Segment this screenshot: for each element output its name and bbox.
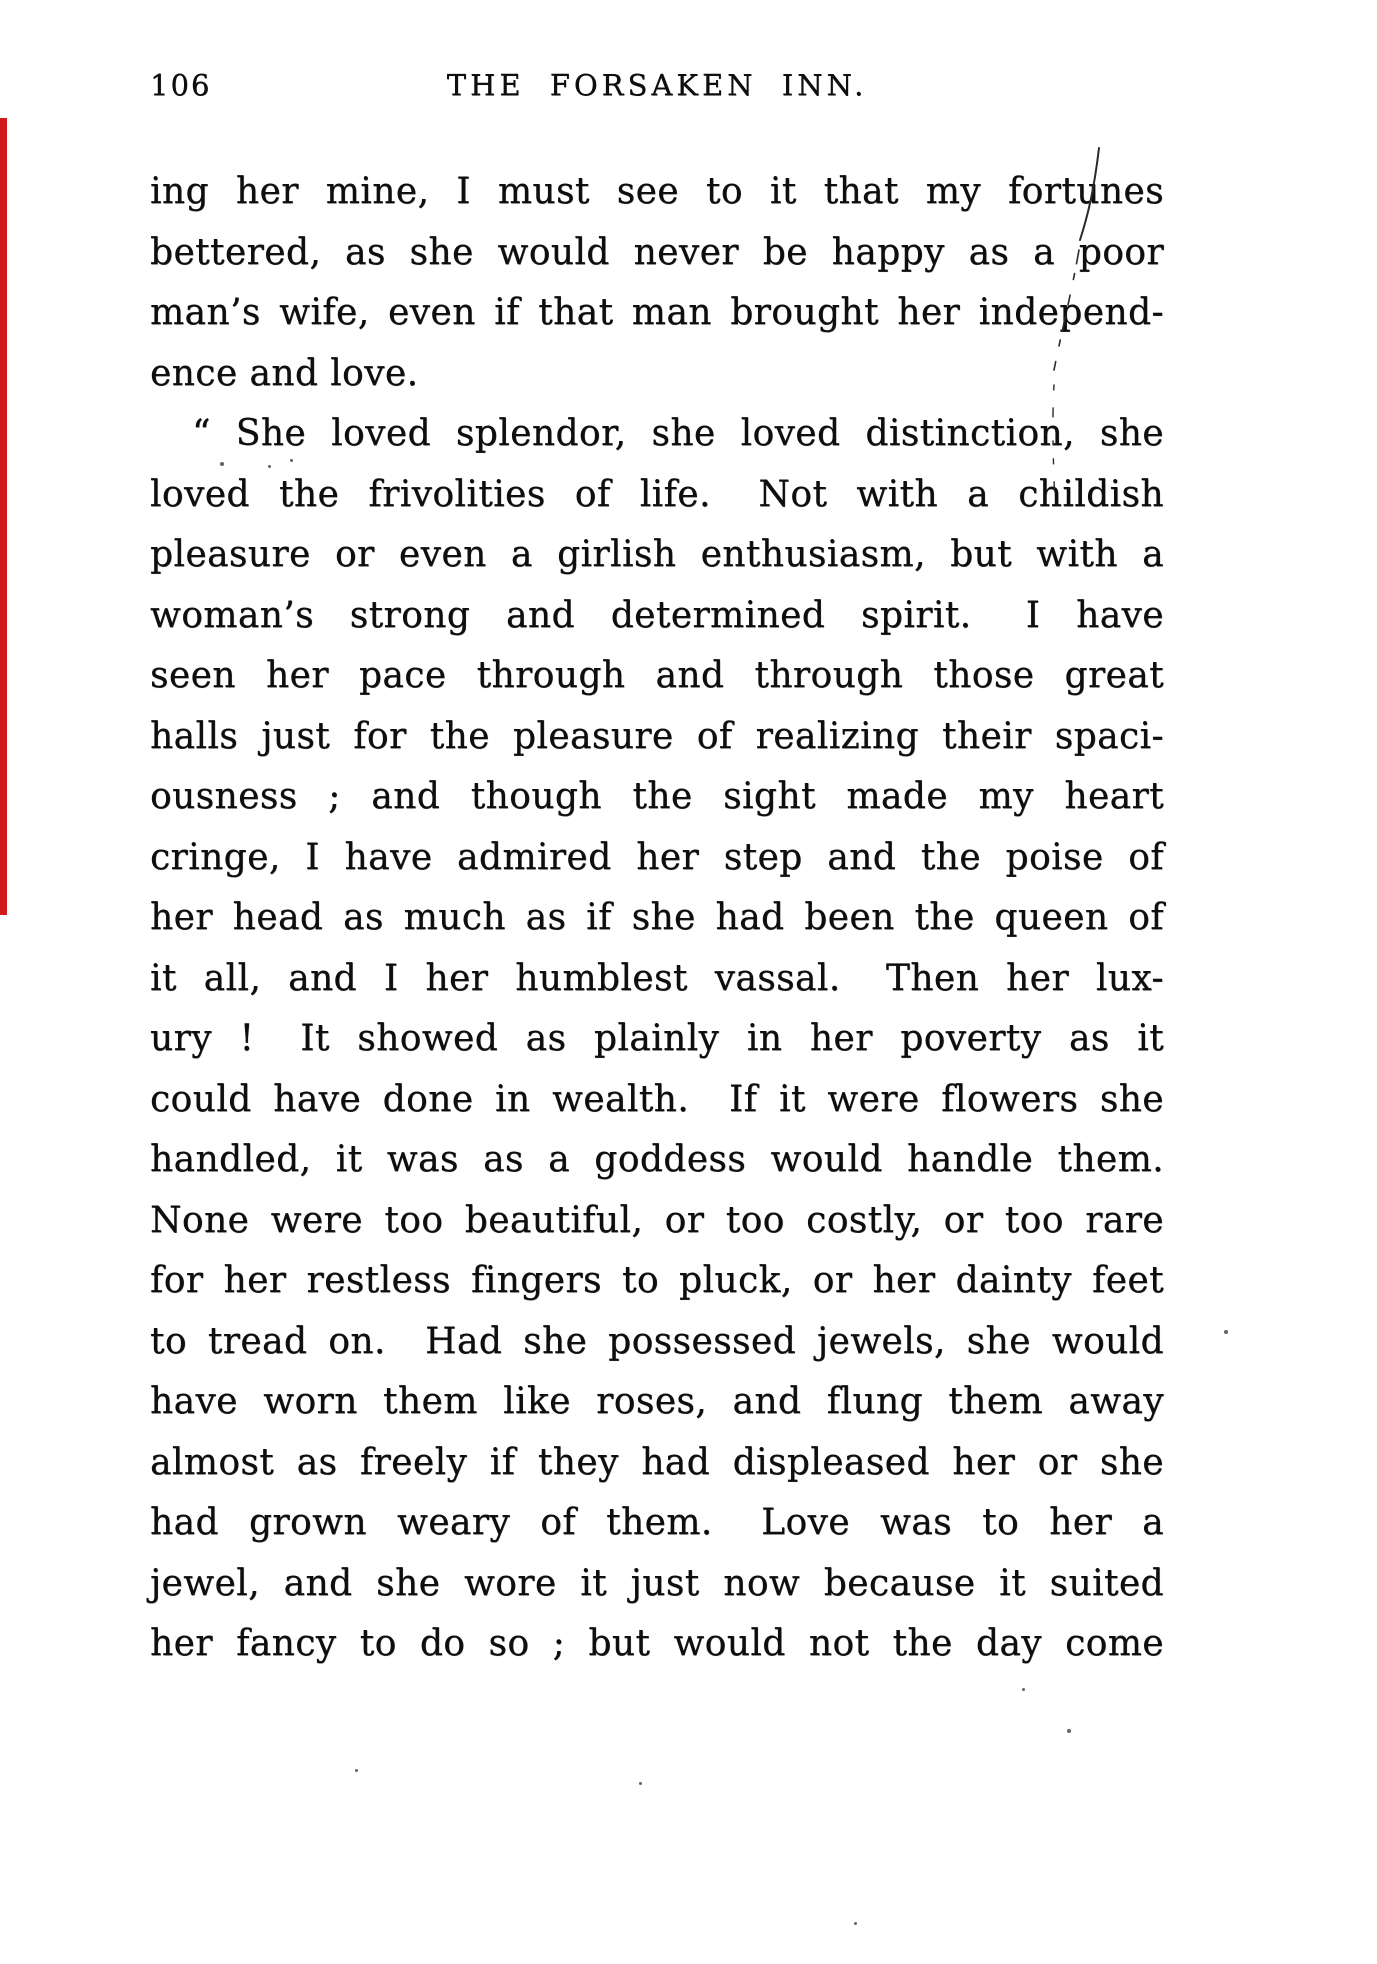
- text-line: cringe, I have admired her step and the poise of: [150, 836, 1164, 878]
- text-line: bettered, as she would never be happy as a poor: [150, 231, 1164, 273]
- text-line: to tread on. Had she possessed jewels, she would: [150, 1320, 1164, 1362]
- text-line: handled, it was as a goddess would handle them.: [150, 1139, 1164, 1180]
- text-line: halls just for the pleasure of realizing their spaci-: [150, 715, 1164, 757]
- text-line: “ She loved splendor, she loved distinction, she: [192, 413, 1164, 454]
- text-line: have worn them like roses, and flung them away: [150, 1381, 1164, 1422]
- text-block: [150, 162, 1164, 1675]
- text-line: jewel, and she wore it just now because it suited: [150, 1562, 1164, 1604]
- page-header: [150, 68, 1164, 108]
- text-line: her head as much as if she had been the queen of: [150, 897, 1164, 938]
- text-line: pleasure or even a girlish enthusiasm, but with a: [150, 534, 1164, 575]
- text-line: woman’s strong and determined spirit. I have: [150, 594, 1164, 636]
- ink-speck: [355, 1769, 358, 1772]
- text-line: seen her pace through and through those great: [150, 655, 1164, 696]
- ink-speck: [639, 1782, 642, 1785]
- text-line: could have done in wealth. If it were flowers she: [150, 1078, 1164, 1120]
- ink-speck: [220, 462, 224, 466]
- text-line: loved the frivolities of life. Not with a childish: [150, 473, 1164, 515]
- text-line: ing her mine, I must see to it that my fortunes: [150, 171, 1164, 212]
- text-line: ousness ; and though the sight made my heart: [150, 776, 1164, 817]
- text-line: man’s wife, even if that man brought her independ-: [150, 292, 1164, 333]
- ink-speck: [1022, 1688, 1025, 1691]
- ink-speck: [268, 465, 271, 468]
- red-edge-strip: [0, 118, 7, 915]
- text-line: ury ! It showed as plainly in her poverty as it: [150, 1018, 1164, 1059]
- ink-speck: [854, 1922, 857, 1925]
- text-line: None were too beautiful, or too costly, or too rare: [150, 1199, 1164, 1241]
- text-line: her fancy to do so ; but would not the day come: [150, 1623, 1164, 1664]
- running-title: THE FORSAKEN INN.: [446, 68, 868, 102]
- text-line: it all, and I her humblest vassal. Then her lux-: [150, 957, 1164, 999]
- ink-speck: [1224, 1330, 1228, 1334]
- text-line: ence and love.: [150, 352, 419, 394]
- ink-speck: [1067, 1729, 1071, 1733]
- page-number: 106: [150, 68, 212, 102]
- ink-speck: [290, 459, 293, 462]
- text-line: for her restless fingers to pluck, or her dainty feet: [150, 1260, 1164, 1301]
- text-line: almost as freely if they had displeased her or she: [150, 1441, 1164, 1483]
- text-line: had grown weary of them. Love was to her a: [150, 1502, 1164, 1543]
